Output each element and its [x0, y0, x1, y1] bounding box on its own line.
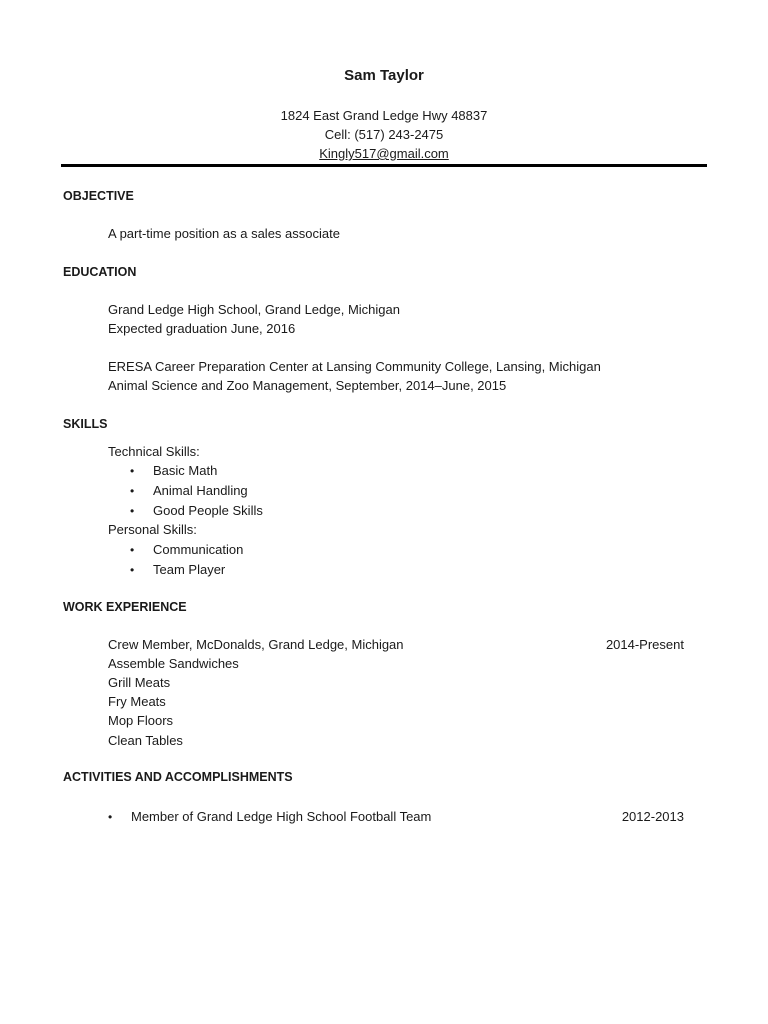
bullet-icon: • — [130, 484, 135, 498]
email-link[interactable]: Kingly517@gmail.com — [319, 146, 449, 161]
activity-item: Member of Grand Ledge High School Football Team — [131, 809, 432, 824]
activity-dates: 2012-2013 — [621, 809, 684, 824]
bullet-icon: • — [130, 464, 135, 478]
education-entry-1-line-2: Expected graduation June, 2016 — [108, 321, 296, 336]
bullet-icon: • — [130, 543, 135, 557]
education-entry-2-line-1: ERESA Career Preparation Center at Lansing Community College, Lansing, Michigan — [108, 359, 601, 374]
education-entry-2-line-2: Animal Science and Zoo Management, September, 2014–June, 2015 — [108, 378, 507, 393]
skill-item: Animal Handling — [153, 483, 248, 498]
education-heading: EDUCATION — [63, 265, 137, 279]
skill-item: Good People Skills — [153, 503, 263, 518]
bullet-icon: • — [130, 563, 135, 577]
resume-name: Sam Taylor — [344, 67, 424, 84]
skill-item: Communication — [153, 542, 244, 557]
work-experience-heading: WORK EXPERIENCE — [63, 600, 187, 614]
job-dates: 2014-Present — [605, 637, 684, 652]
job-duty: Grill Meats — [108, 675, 171, 690]
address: 1824 East Grand Ledge Hwy 48837 — [280, 108, 488, 123]
job-duty: Fry Meats — [108, 694, 166, 709]
job-duty: Clean Tables — [108, 733, 183, 748]
header-divider — [61, 164, 707, 167]
personal-skills-label: Personal Skills: — [108, 522, 197, 537]
objective-heading: OBJECTIVE — [63, 189, 134, 203]
skills-heading: SKILLS — [63, 417, 108, 431]
activities-heading: ACTIVITIES AND ACCOMPLISHMENTS — [63, 770, 293, 784]
technical-skills-label: Technical Skills: — [108, 444, 200, 459]
job-duty: Mop Floors — [108, 713, 174, 728]
bullet-icon: • — [130, 504, 135, 518]
education-entry-1-line-1: Grand Ledge High School, Grand Ledge, Michigan — [108, 302, 400, 317]
bullet-icon: • — [108, 810, 113, 824]
skill-item: Team Player — [153, 562, 226, 577]
skill-item: Basic Math — [153, 463, 218, 478]
cell-phone: Cell: (517) 243-2475 — [324, 127, 444, 142]
job-duty: Assemble Sandwiches — [108, 656, 239, 671]
email[interactable] — [0, 146, 768, 162]
objective-text: A part-time position as a sales associate — [108, 226, 340, 241]
job-title: Crew Member, McDonalds, Grand Ledge, Michigan — [108, 637, 404, 652]
